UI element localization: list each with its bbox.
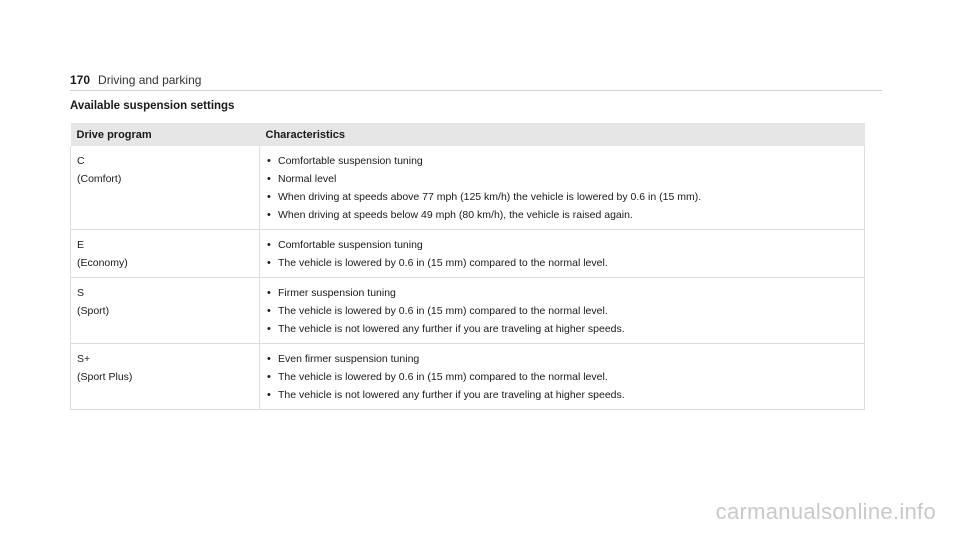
drive-program-description: (Sport) (77, 305, 110, 317)
drive-program-description: (Comfort) (77, 173, 122, 185)
bullet-icon: • (267, 173, 271, 185)
characteristics-list (266, 284, 858, 338)
list-item (266, 188, 858, 206)
column-header-drive-program: Drive program (71, 123, 260, 146)
characteristic-text: Comfortable suspension tuning (278, 239, 423, 251)
list-item (266, 368, 858, 386)
characteristics-list (266, 152, 858, 224)
list-item (266, 254, 858, 272)
drive-program-cell (71, 344, 260, 410)
page-header (70, 70, 882, 91)
watermark: carmanualsonline.info (715, 499, 936, 524)
table-row (71, 146, 865, 230)
characteristics-list (266, 236, 858, 272)
drive-program-description: (Sport Plus) (77, 371, 133, 383)
characteristic-text: Firmer suspension tuning (278, 287, 396, 299)
page-number: 170 (70, 73, 91, 87)
characteristic-text: The vehicle is lowered by 0.6 in (15 mm) compared to the normal level. (278, 305, 608, 317)
bullet-icon: • (267, 353, 271, 365)
characteristic-text: The vehicle is lowered by 0.6 in (15 mm) compared to the normal level. (278, 257, 608, 269)
list-item (266, 386, 858, 404)
characteristic-text: Normal level (278, 173, 337, 185)
list-item (266, 236, 858, 254)
list-item (266, 302, 858, 320)
characteristic-text: Comfortable suspension tuning (278, 155, 423, 167)
chapter-title: Driving and parking (98, 73, 202, 87)
table-row (71, 278, 865, 344)
characteristic-text: The vehicle is not lowered any further if you are traveling at higher speeds. (278, 389, 625, 401)
drive-program-code: S (77, 287, 85, 299)
list-item (266, 350, 858, 368)
bullet-icon: • (267, 155, 271, 167)
drive-program-code: C (77, 155, 85, 167)
characteristics-cell (260, 230, 865, 278)
table-body (71, 146, 865, 410)
drive-program-cell (71, 278, 260, 344)
list-item (266, 320, 858, 338)
bullet-icon: • (267, 209, 271, 221)
bullet-icon: • (267, 191, 271, 203)
list-item (266, 152, 858, 170)
characteristic-text: Even firmer suspension tuning (278, 353, 420, 365)
table-header-row (71, 123, 865, 146)
drive-program-code: S+ (77, 353, 91, 365)
bullet-icon: • (267, 371, 271, 383)
drive-program-code: E (77, 239, 85, 251)
bullet-icon: • (267, 305, 271, 317)
table-row (71, 230, 865, 278)
section-title: Available suspension settings (70, 100, 235, 112)
suspension-settings-table (70, 123, 865, 410)
bullet-icon: • (267, 323, 271, 335)
list-item (266, 206, 858, 224)
list-item (266, 284, 858, 302)
characteristics-list (266, 350, 858, 404)
list-item (266, 170, 858, 188)
characteristic-text: When driving at speeds below 49 mph (80 km/h), the vehicle is raised again. (278, 209, 633, 221)
drive-program-description: (Economy) (77, 257, 128, 269)
characteristic-text: The vehicle is lowered by 0.6 in (15 mm) compared to the normal level. (278, 371, 608, 383)
drive-program-cell (71, 146, 260, 230)
column-header-characteristics: Characteristics (260, 123, 865, 146)
characteristics-cell (260, 146, 865, 230)
characteristics-cell (260, 344, 865, 410)
table-row (71, 344, 865, 410)
characteristic-text: The vehicle is not lowered any further if you are traveling at higher speeds. (278, 323, 625, 335)
bullet-icon: • (267, 257, 271, 269)
bullet-icon: • (267, 389, 271, 401)
characteristic-text: When driving at speeds above 77 mph (125 km/h) the vehicle is lowered by 0.6 in (15 mm). (278, 191, 702, 203)
bullet-icon: • (267, 239, 271, 251)
characteristics-cell (260, 278, 865, 344)
bullet-icon: • (267, 287, 271, 299)
drive-program-cell (71, 230, 260, 278)
